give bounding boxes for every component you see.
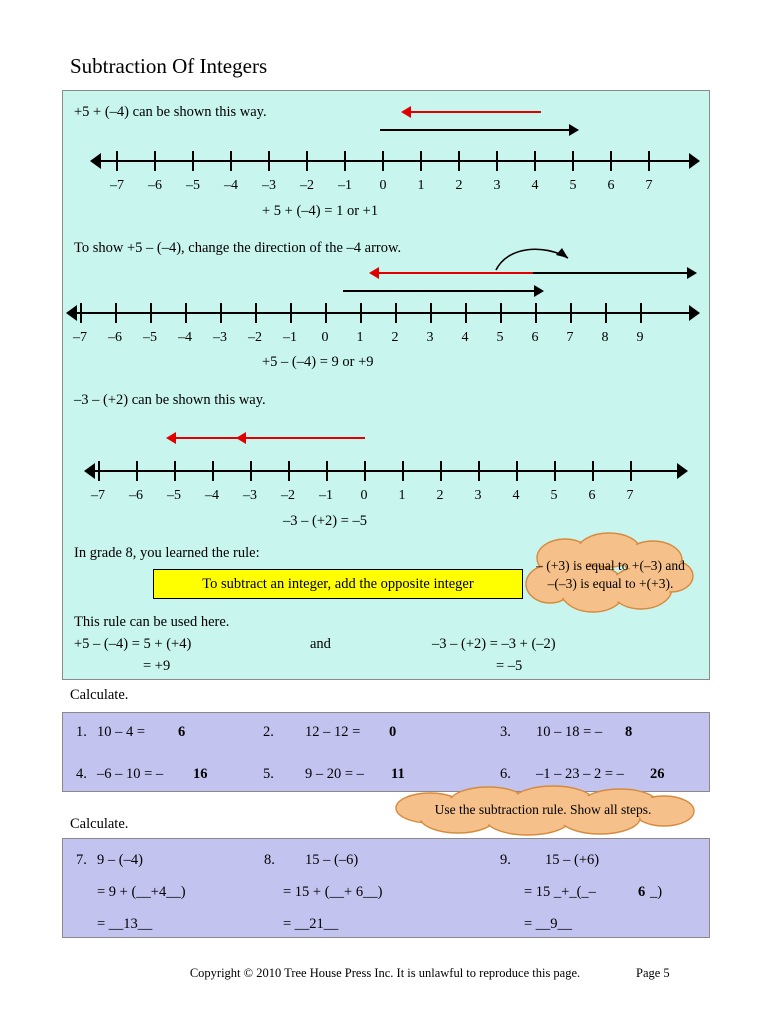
problem-3-answer[interactable]: 8 — [625, 724, 633, 740]
numberline-1-label: –6 — [148, 178, 162, 193]
vector-black-plus5 — [380, 129, 570, 131]
numberline-2-label: 0 — [321, 330, 329, 345]
problem-4-expression: –6 – 10 = – — [97, 766, 164, 782]
numberline-3-label: –7 — [91, 488, 105, 503]
numberline-1-label: –4 — [224, 178, 238, 193]
problem-1-answer[interactable]: 6 — [178, 724, 186, 740]
numberline-1-label: 2 — [455, 178, 463, 193]
numberline-1-label: –2 — [300, 178, 314, 193]
numberline-3-label: 7 — [626, 488, 634, 503]
page-title: Subtraction Of Integers — [70, 54, 268, 78]
problem-2-answer[interactable]: 0 — [389, 724, 397, 740]
example-left-line2: = +9 — [143, 658, 171, 674]
example-and-label: and — [310, 636, 331, 652]
numberline-2-label: –4 — [178, 330, 192, 345]
footer-page-number: Page 5 — [636, 966, 670, 980]
rule-text: To subtract an integer, add the opposite integer — [202, 575, 474, 592]
cloud-callout-rule — [523, 532, 698, 618]
numberline-3-label: –5 — [167, 488, 181, 503]
numberline-3-label: –4 — [205, 488, 219, 503]
numberline-2-label: –5 — [143, 330, 157, 345]
problem-9-line2[interactable]: = 15 _+_(_– — [524, 884, 596, 900]
problem-6-number: 6. — [500, 766, 511, 782]
rule-lead-in: In grade 8, you learned the rule: — [74, 545, 260, 561]
problem-5-answer[interactable]: 11 — [391, 766, 405, 782]
problem-6-expression: –1 – 23 – 2 = – — [536, 766, 624, 782]
problem-1-expression: 10 – 4 = — [97, 724, 146, 740]
problem-8-number: 8. — [264, 852, 275, 868]
numberline-2-label: 8 — [601, 330, 609, 345]
vector-black-opposite — [533, 272, 688, 274]
numberline-2-label: –7 — [73, 330, 87, 345]
numberline-3 — [94, 456, 678, 486]
numberline-1-label: –7 — [110, 178, 124, 193]
section2-intro: To show +5 – (–4), change the direction of the –4 arrow. — [74, 240, 402, 256]
example-right-line2: = –5 — [496, 658, 523, 674]
problem-6-answer[interactable]: 26 — [650, 766, 665, 782]
problem-8-line2[interactable]: = 15 + (__+ 6__) — [283, 884, 383, 900]
problem-8-line3[interactable]: = __21__ — [283, 916, 339, 932]
problem-2-number: 2. — [263, 724, 274, 740]
problem-9-line2-answer[interactable]: 6 — [638, 884, 646, 900]
numberline-1-label: 3 — [493, 178, 501, 193]
numberline-2-label: –1 — [283, 330, 297, 345]
problem-9-number: 9. — [500, 852, 511, 868]
vector-red-reversed — [378, 272, 533, 274]
problem-7-line3[interactable]: = __13__ — [97, 916, 153, 932]
numberline-1-label: 0 — [379, 178, 387, 193]
numberline-2-label: 5 — [496, 330, 504, 345]
numberline-2-label: –3 — [213, 330, 227, 345]
cloud-callout-rule-text: – (+3) is equal to +(–3) and –(–3) is equal to +(+3). — [536, 557, 685, 591]
numberline-3-label: 5 — [550, 488, 558, 503]
problem-7-line1: 9 – (–4) — [97, 852, 143, 868]
problem-8-line1: 15 – (–6) — [305, 852, 359, 868]
numberline-3-label: –3 — [243, 488, 257, 503]
numberline-1-label: 6 — [607, 178, 615, 193]
section1-result: + 5 + (–4) = 1 or +1 — [262, 203, 379, 219]
rule-highlight-box — [153, 569, 523, 599]
numberline-2-label: 7 — [566, 330, 574, 345]
cloud-callout-instruction-text: Use the subtraction rule. Show all steps. — [434, 801, 652, 817]
problem-1-number: 1. — [76, 724, 87, 740]
numberline-3-label: 4 — [512, 488, 520, 503]
numberline-3-label: 6 — [588, 488, 596, 503]
numberline-1-label: 5 — [569, 178, 577, 193]
numberline-2 — [76, 298, 690, 328]
curved-direction-arrow — [494, 244, 594, 274]
numberline-3-label: 0 — [360, 488, 368, 503]
cloud-callout-instruction — [388, 784, 698, 836]
numberline-3-label: –1 — [319, 488, 333, 503]
numberline-2-label: –2 — [248, 330, 262, 345]
numberline-1-label: –1 — [338, 178, 352, 193]
calculate1-heading: Calculate. — [70, 687, 129, 703]
numberline-3-label: 1 — [398, 488, 406, 503]
numberline-2-label: 2 — [391, 330, 399, 345]
numberline-1-label: 7 — [645, 178, 653, 193]
example-left-line1: +5 – (–4) = 5 + (+4) — [74, 636, 192, 652]
numberline-2-label: –6 — [108, 330, 122, 345]
numberline-2-label: 4 — [461, 330, 469, 345]
vector-red-minus4 — [410, 111, 541, 113]
rule-use-here: This rule can be used here. — [74, 614, 230, 630]
numberline-2-label: 6 — [531, 330, 539, 345]
problem-9-line3[interactable]: = __9__ — [524, 916, 573, 932]
section1-intro: +5 + (–4) can be shown this way. — [74, 104, 267, 120]
numberline-2-label: 1 — [356, 330, 364, 345]
numberline-2-label: 3 — [426, 330, 434, 345]
numberline-1-label: –5 — [186, 178, 200, 193]
numberline-3-label: 3 — [474, 488, 482, 503]
vector-red-mid-head — [245, 437, 246, 439]
example-right-line1: –3 – (+2) = –3 + (–2) — [432, 636, 556, 652]
section3-result: –3 – (+2) = –5 — [283, 513, 368, 529]
problem-9-line1: 15 – (+6) — [545, 852, 600, 868]
problem-2-expression: 12 – 12 = — [305, 724, 361, 740]
numberline-3-label: –6 — [129, 488, 143, 503]
numberline-1-label: –3 — [262, 178, 276, 193]
problem-9-line2-close: _) — [650, 884, 663, 900]
problem-7-line2[interactable]: = 9 + (__+4__) — [97, 884, 186, 900]
calculate2-heading: Calculate. — [70, 816, 129, 832]
problem-7-number: 7. — [76, 852, 87, 868]
footer-copyright: Copyright © 2010 Tree House Press Inc. It is unlawful to reproduce this page. — [189, 966, 581, 980]
numberline-3-label: 2 — [436, 488, 444, 503]
section3-intro: –3 – (+2) can be shown this way. — [74, 392, 266, 408]
vector-black-plus5-b — [343, 290, 535, 292]
problem-4-answer[interactable]: 16 — [193, 766, 208, 782]
problem-3-number: 3. — [500, 724, 511, 740]
vector-red-minus3-minus2 — [175, 437, 365, 439]
problem-5-number: 5. — [263, 766, 274, 782]
numberline-1-label: 1 — [417, 178, 425, 193]
problem-3-expression: 10 – 18 = – — [536, 724, 603, 740]
numberline-1-label: 4 — [531, 178, 539, 193]
problem-5-expression: 9 – 20 = – — [305, 766, 364, 782]
numberline-1 — [100, 146, 690, 176]
numberline-3-label: –2 — [281, 488, 295, 503]
numberline-2-label: 9 — [636, 330, 644, 345]
problem-4-number: 4. — [76, 766, 87, 782]
section2-result: +5 – (–4) = 9 or +9 — [262, 354, 374, 370]
